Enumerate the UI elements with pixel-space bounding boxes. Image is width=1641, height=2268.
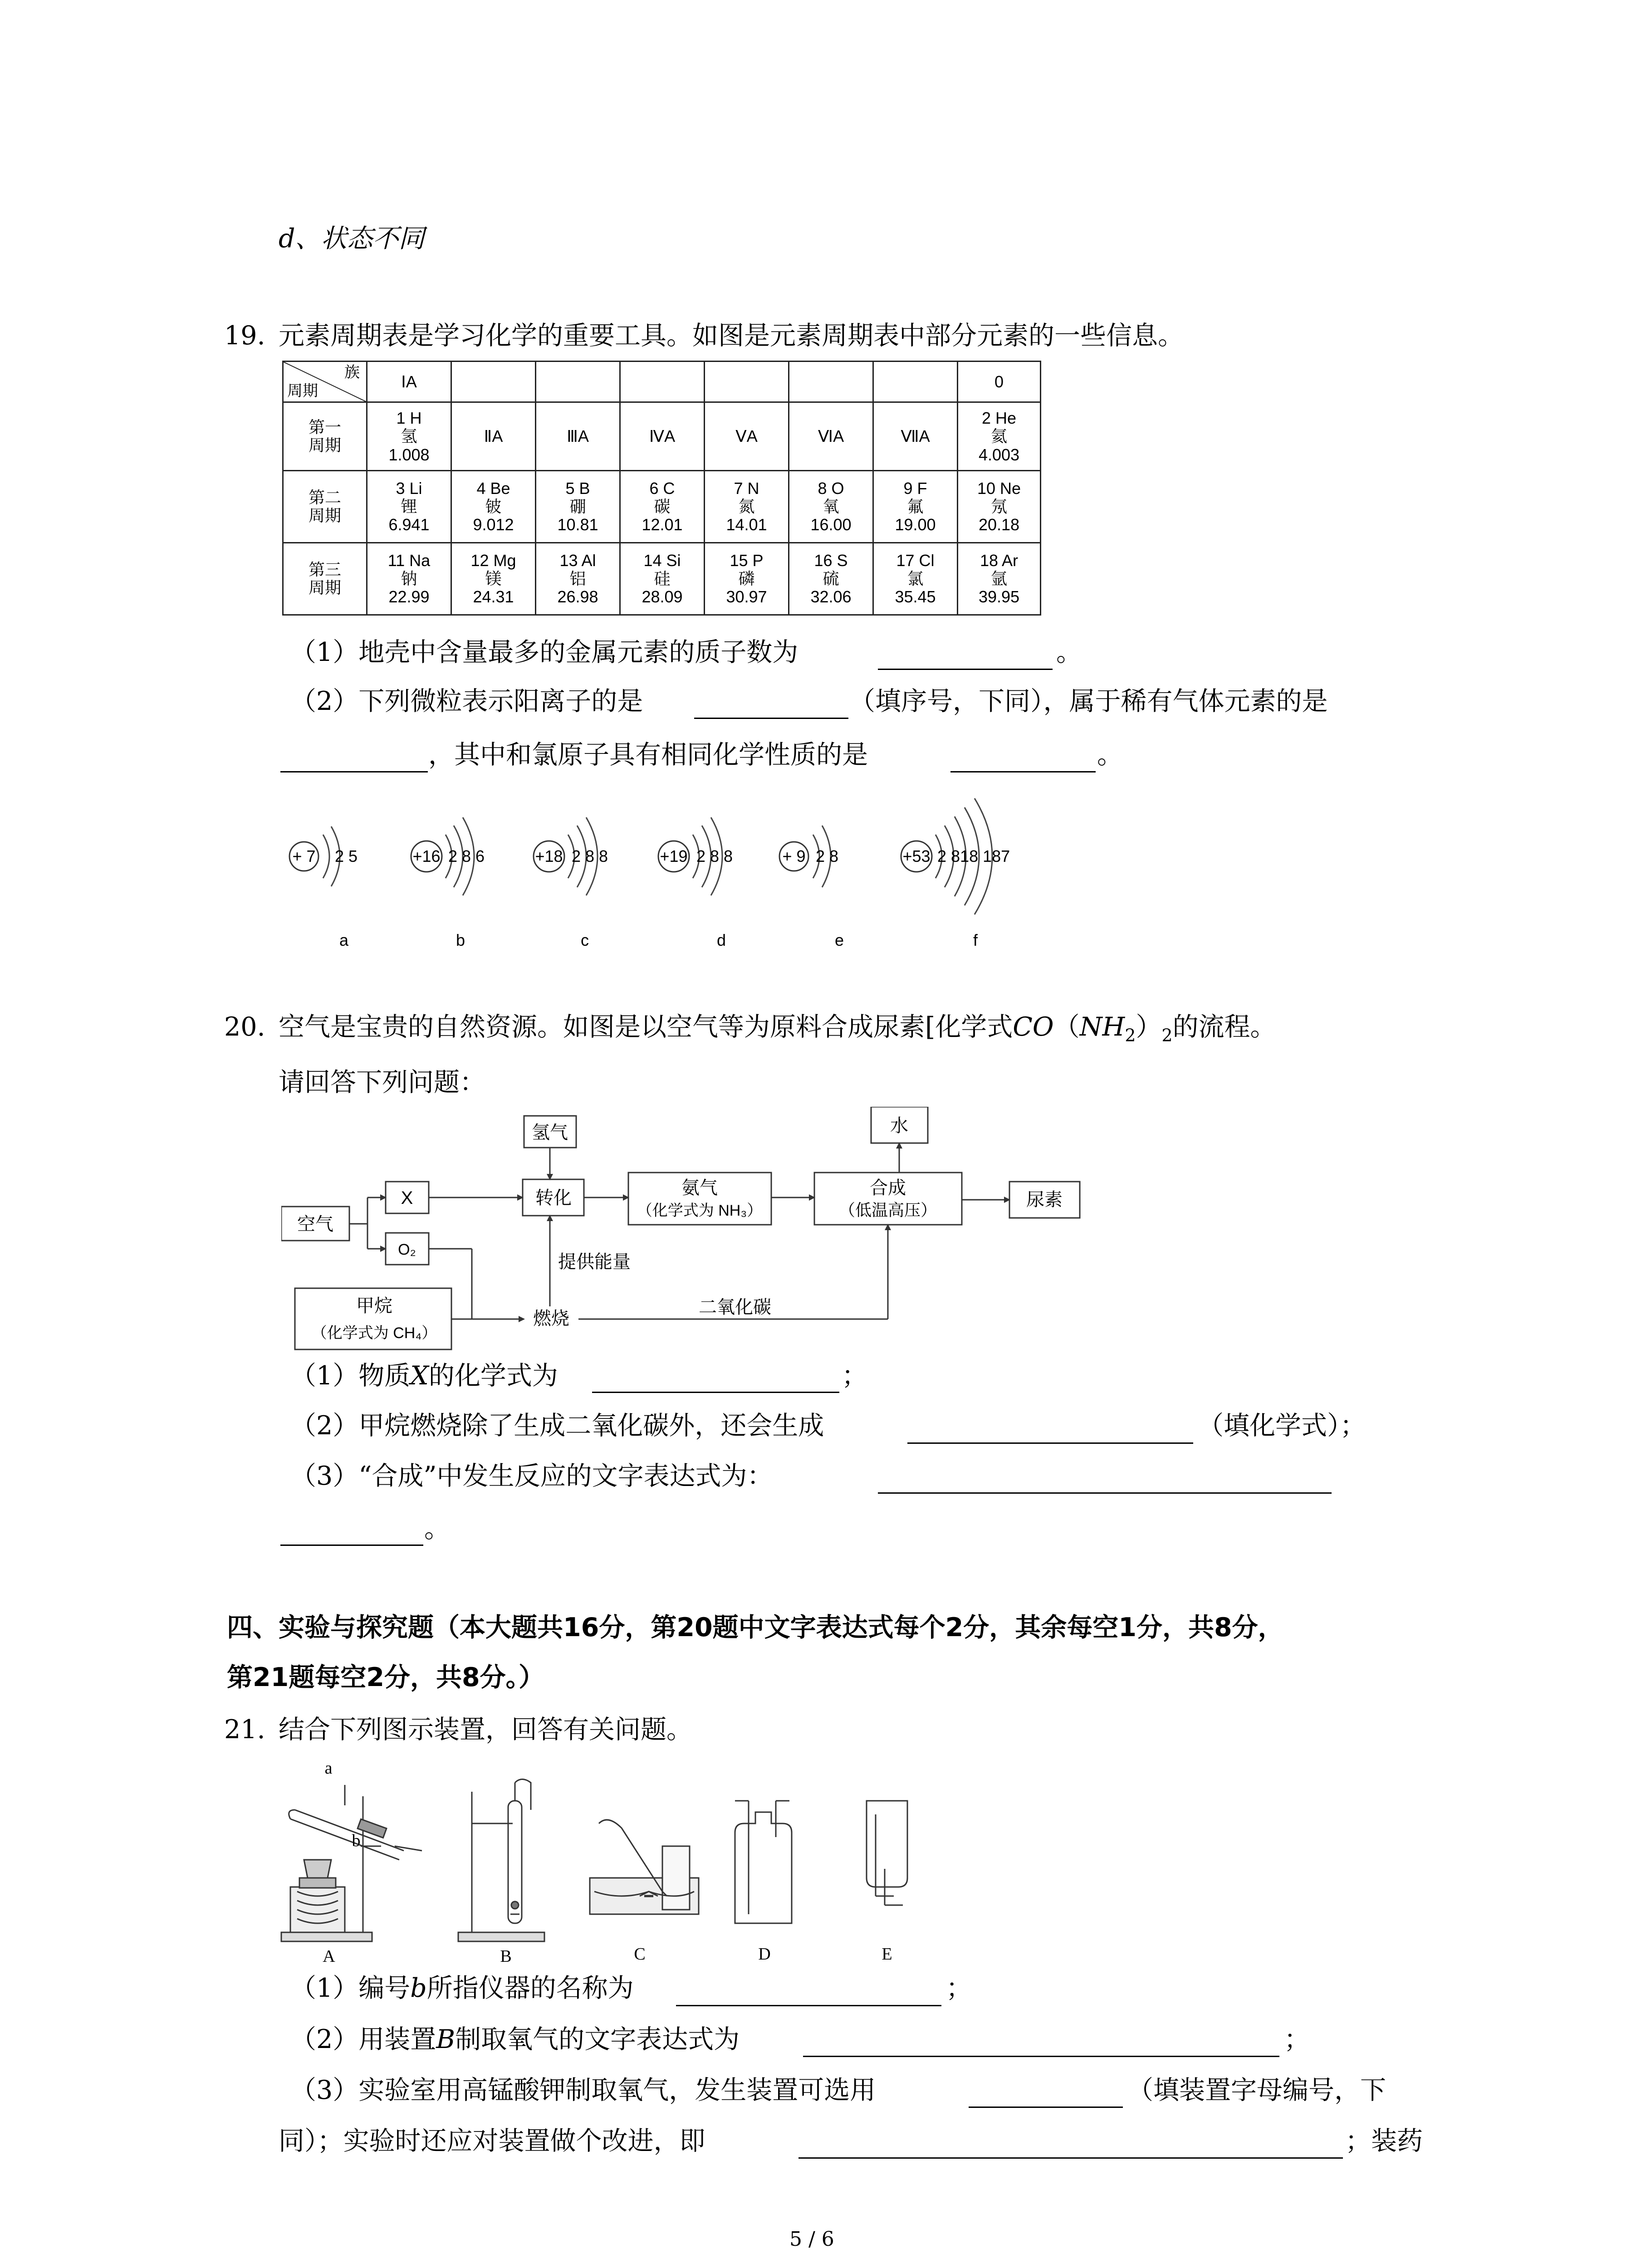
apparatus-e-label: E — [882, 1945, 892, 1964]
pt-row-period-2 — [283, 471, 1041, 543]
flow-burn: 燃烧 — [533, 1309, 569, 1329]
particle-b — [411, 817, 485, 949]
q20-sub1-text: （1）物质X的化学式为 — [290, 1361, 558, 1391]
apparatus-a — [281, 1785, 422, 1941]
flow-methane-formula: （化学式为 CH₄） — [311, 1325, 437, 1342]
particle-structure-diagrams — [272, 789, 1043, 962]
q21-stem: 结合下列图示装置，回答有关问题。 — [279, 1715, 692, 1745]
svg-text:a: a — [339, 931, 349, 949]
urea-synthesis-flowchart — [281, 1107, 1121, 1361]
q19-sub1-end: 。 — [1056, 637, 1082, 667]
section4-heading-line2: 第21题每空2分，共8分。） — [227, 1662, 545, 1692]
element-cell: 8 O 氧 16.00 — [789, 471, 873, 543]
flow-energy-label: 提供能量 — [558, 1252, 631, 1272]
q20-sub3-end: 。 — [424, 1514, 450, 1544]
group-label-cell: ⅣA — [620, 402, 705, 471]
svg-text:+16: +16 — [412, 847, 441, 865]
flow-ammonia: 氨气 — [681, 1178, 718, 1198]
flow-synthesis-condition: （低温高压） — [838, 1201, 937, 1219]
svg-text:+19: +19 — [660, 847, 688, 865]
q20-sub3-answer-blank-1[interactable] — [878, 1492, 1332, 1494]
svg-text:e: e — [835, 931, 844, 949]
svg-text:f: f — [973, 931, 978, 949]
svg-text:2 8 6: 2 8 6 — [448, 847, 485, 865]
pt-corner-cell — [283, 362, 367, 402]
element-cell: 2 He 氦 4.003 — [958, 402, 1041, 471]
flow-urea: 尿素 — [1026, 1190, 1063, 1210]
flow-o2: O₂ — [398, 1241, 416, 1258]
group-label-cell: ⅢA — [536, 402, 620, 471]
apparatus-b — [458, 1779, 544, 1942]
period-label: 第一周期 — [283, 402, 367, 471]
particle-c — [534, 817, 608, 949]
element-cell: 10 Ne 氖 20.18 — [958, 471, 1041, 543]
particle-d — [658, 817, 733, 949]
q19-sub2-blank-cation[interactable] — [694, 718, 848, 719]
q21-sub2-end: ； — [1284, 2024, 1310, 2054]
q20-sub1-end: ； — [842, 1361, 867, 1391]
q20-number: 20. — [224, 1012, 265, 1042]
particle-f — [901, 798, 1010, 949]
q19-number: 19. — [224, 321, 265, 351]
element-cell: 7 N 氮 14.01 — [705, 471, 789, 543]
q19-sub1-text: （1）地壳中含量最多的金属元素的质子数为 — [290, 637, 798, 667]
q20-sub3-text: （3）“合成”中发生反应的文字表达式为： — [290, 1461, 773, 1491]
svg-text:2 5: 2 5 — [335, 847, 358, 865]
q21-sub3-blank-device[interactable] — [969, 2107, 1123, 2108]
apparatus-c — [590, 1820, 699, 1914]
marker-b-label: b — [352, 1831, 361, 1850]
flow-hydrogen: 氢气 — [532, 1123, 568, 1143]
pt-row-period-1 — [283, 402, 1041, 471]
flow-x: X — [401, 1188, 413, 1208]
particle-a — [289, 826, 358, 949]
svg-text:2 8 8: 2 8 8 — [696, 847, 733, 865]
q18-option-d-text: d、状态不同 — [279, 224, 425, 254]
group-header-6 — [789, 362, 873, 402]
element-cell: 15 P 磷 30.97 — [705, 543, 789, 615]
periodic-table — [282, 361, 1041, 616]
element-cell: 16 S 硫 32.06 — [789, 543, 873, 615]
pt-row-period-3 — [283, 543, 1041, 615]
svg-text:+53: +53 — [902, 847, 931, 865]
pt-header-row — [283, 362, 1041, 402]
flow-air: 空气 — [297, 1214, 333, 1234]
element-cell: 1 H 氢 1.008 — [367, 402, 451, 471]
q21-sub2-text: （2）用装置B制取氧气的文字表达式为 — [290, 2024, 740, 2054]
q19-sub1-answer-blank[interactable] — [878, 669, 1053, 670]
svg-text:b: b — [456, 931, 465, 949]
apparatus-d-label: D — [758, 1945, 771, 1964]
q19-sub2-blank-noble-gas[interactable] — [280, 771, 428, 772]
element-cell: 11 Na 钠 22.99 — [367, 543, 451, 615]
group-label-cell: ⅥA — [789, 402, 873, 471]
q20-sub2-answer-blank[interactable] — [907, 1442, 1193, 1444]
flow-water: 水 — [890, 1116, 908, 1136]
corner-group-label: 族 — [344, 364, 360, 381]
q21-sub3-text-d: ；装药 — [1345, 2126, 1423, 2156]
q20-stem-line2: 请回答下列问题： — [279, 1067, 485, 1097]
particle-e — [779, 826, 844, 949]
apparatus-b-label: B — [500, 1947, 512, 1966]
q21-sub3-text-b: （填装置字母编号，下 — [1127, 2075, 1386, 2105]
element-cell: 17 Cl 氯 35.45 — [873, 543, 958, 615]
group-header-4 — [620, 362, 705, 402]
group-header-3 — [536, 362, 620, 402]
q20-sub2-end: （填化学式）； — [1198, 1411, 1366, 1441]
q19-sub2-blank-same-property[interactable] — [950, 771, 1096, 772]
q19-sub2-text-b: （填序号，下同），属于稀有气体元素的是 — [849, 686, 1328, 716]
corner-period-label: 周期 — [287, 382, 318, 400]
period-label: 第三周期 — [283, 543, 367, 615]
element-cell: 12 Mg 镁 24.31 — [451, 543, 536, 615]
apparatus-d — [735, 1801, 792, 1923]
svg-text:2 8 8: 2 8 8 — [572, 847, 608, 865]
q19-stem: 元素周期表是学习化学的重要工具。如图是元素周期表中部分元素的一些信息。 — [279, 321, 1184, 351]
q21-sub1-end: ； — [946, 1973, 972, 2003]
group-header-8: 0 — [958, 362, 1041, 402]
element-cell: 13 Al 铝 26.98 — [536, 543, 620, 615]
svg-text:d: d — [717, 931, 726, 949]
q21-sub1-answer-blank[interactable] — [676, 2005, 941, 2006]
element-cell: 5 B 硼 10.81 — [536, 471, 620, 543]
flow-ammonia-formula: （化学式为 NH₃） — [637, 1202, 763, 1219]
page-number: 5 / 6 — [789, 2228, 834, 2251]
q20-sub3-answer-blank-2[interactable] — [280, 1545, 423, 1546]
svg-text:2 818 187: 2 818 187 — [937, 847, 1010, 865]
apparatus-a-label: A — [323, 1947, 335, 1966]
q19-sub2-text-a: （2）下列微粒表示阳离子的是 — [290, 686, 643, 716]
flow-methane: 甲烷 — [356, 1296, 392, 1316]
svg-text:c: c — [581, 931, 589, 949]
flow-synthesis: 合成 — [870, 1178, 906, 1198]
group-header-5 — [705, 362, 789, 402]
element-cell: 4 Be 铍 9.012 — [451, 471, 536, 543]
apparatus-c-label: C — [634, 1945, 646, 1964]
element-cell: 9 F 氟 19.00 — [873, 471, 958, 543]
lab-apparatus-figure — [277, 1755, 1003, 1969]
group-label-cell: ⅤA — [705, 402, 789, 471]
q21-sub2-answer-blank[interactable] — [803, 2056, 1279, 2057]
q20-sub1-answer-blank[interactable] — [592, 1392, 839, 1393]
group-header-2 — [451, 362, 536, 402]
element-cell: 18 Ar 氩 39.95 — [958, 543, 1041, 615]
element-cell: 3 Li 锂 6.941 — [367, 471, 451, 543]
q21-sub3-blank-improvement[interactable] — [798, 2157, 1343, 2159]
q20-stem-line1: 空气是宝贵的自然资源。如图是以空气等为原料合成尿素[化学式$CO(NH_2)_2$的流程。 — [279, 1012, 1276, 1046]
q21-sub1-text: （1）编号b所指仪器的名称为 — [290, 1973, 634, 2003]
svg-text:+ 7: + 7 — [292, 847, 316, 865]
section4-heading-line1: 四、实验与探究题（本大题共16分，第20题中文字表达式每个2分，其余每空1分，共8分， — [227, 1613, 1284, 1642]
group-header-7 — [873, 362, 958, 402]
apparatus-e — [867, 1801, 907, 1905]
q20-sub2-text: （2）甲烷燃烧除了生成二氧化碳外，还会生成 — [290, 1411, 824, 1441]
flow-convert: 转化 — [535, 1188, 572, 1208]
flow-co2-label: 二氧化碳 — [699, 1297, 771, 1317]
marker-a-label: a — [324, 1759, 333, 1778]
group-header-1: ⅠA — [367, 362, 451, 402]
svg-text:2 8: 2 8 — [816, 847, 839, 865]
q19-sub2-text-d: 。 — [1097, 740, 1123, 770]
q21-number: 21. — [224, 1715, 265, 1745]
q21-sub3-text-c: 同）；实验时还应对装置做个改进，即 — [279, 2126, 705, 2156]
svg-text:+18: +18 — [535, 847, 563, 865]
q19-sub2-text-c: ，其中和氯原子具有相同化学性质的是 — [428, 740, 868, 770]
group-label-cell: ⅡA — [451, 402, 536, 471]
q18-option-d — [279, 226, 425, 252]
group-label-cell: ⅦA — [873, 402, 958, 471]
element-cell: 14 Si 硅 28.09 — [620, 543, 705, 615]
element-cell: 6 C 碳 12.01 — [620, 471, 705, 543]
q21-sub3-text-a: （3）实验室用高锰酸钾制取氧气，发生装置可选用 — [290, 2075, 876, 2105]
period-label: 第二周期 — [283, 471, 367, 543]
svg-text:+ 9: + 9 — [782, 847, 806, 865]
